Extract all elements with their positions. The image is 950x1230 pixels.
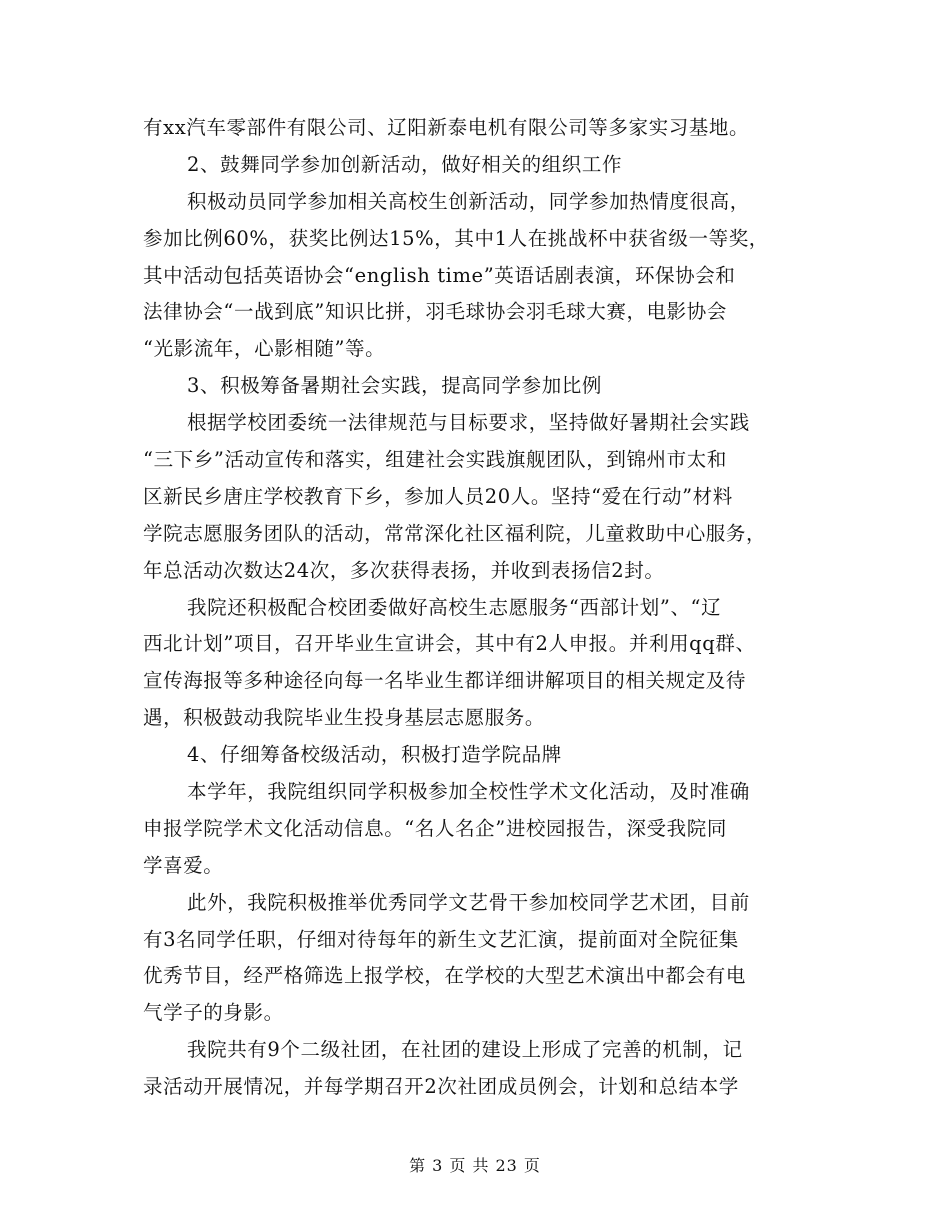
total-pages-number: 23 [495, 1156, 518, 1175]
footer-middle: 页 共 [449, 1156, 490, 1175]
page-footer [0, 1153, 950, 1176]
text-line: 宣传海报等多种途径向每一名毕业生都详细讲解项目的相关规定及待 [143, 669, 747, 693]
text-line: 学院志愿服务团队的活动，常常深化社区福利院，儿童救助中心服务， [143, 521, 767, 545]
text-line: 本学年，我院组织同学积极参加全校性学术文化活动，及时准确 [187, 780, 750, 804]
footer-prefix: 第 [409, 1156, 427, 1175]
text-line: 我院还积极配合校团委做好高校生志愿服务“西部计划”、“辽 [187, 595, 722, 619]
text-line: 根据学校团委统一法律规范与目标要求，坚持做好暑期社会实践 [187, 411, 750, 435]
text-line: 年总活动次数达24次，多次获得表扬，并收到表扬信2封。 [143, 558, 665, 582]
text-line: 遇，积极鼓动我院毕业生投身基层志愿服务。 [143, 706, 546, 730]
text-line: 申报学院学术文化活动信息。“名人名企”进校园报告，深受我院同 [143, 816, 727, 840]
text-line: 其中活动包括英语协会“english time”英语话剧表演，环保协会和 [143, 263, 736, 287]
text-line: 学喜爱。 [143, 853, 224, 877]
text-line: 优秀节目，经严格筛选上报学校，在学校的大型艺术演出中都会有电 [143, 964, 747, 988]
footer-suffix: 页 [523, 1156, 541, 1175]
text-line: 此外，我院积极推举优秀同学文艺骨干参加校同学艺术团，目前 [187, 890, 750, 914]
text-line: 积极动员同学参加相关高校生创新活动，同学参加热情度很高， [187, 189, 750, 213]
document-body [143, 110, 808, 1106]
current-page-number: 3 [432, 1156, 444, 1175]
text-line: 有xx汽车零部件有限公司、辽阳新泰电机有限公司等多家实习基地。 [143, 116, 750, 139]
text-line: 有3名同学任职，仔细对待每年的新生文艺汇演，提前面对全院征集 [143, 927, 739, 951]
text-line: 我院共有9个二级社团，在社团的建设上形成了完善的机制，记 [187, 1038, 743, 1062]
text-line: 4、仔细筹备校级活动，积极打造学院品牌 [187, 743, 562, 767]
text-line: 参加比例60%，获奖比例达15%，其中1人在挑战杯中获省级一等奖， [143, 226, 769, 250]
text-line: “光影流年，心影相随”等。 [143, 337, 386, 361]
text-line: 2、鼓舞同学参加创新活动，做好相关的组织工作 [187, 152, 623, 176]
text-line: 3、积极筹备暑期社会实践，提高同学参加比例 [187, 374, 603, 398]
text-line: 录活动开展情况，并每学期召开2次社团成员例会，计划和总结本学 [143, 1075, 739, 1099]
text-line: 区新民乡唐庄学校教育下乡，参加人员20人。坚持“爱在行动”材料 [143, 484, 733, 508]
text-line: 气学子的身影。 [143, 1001, 284, 1025]
text-line: 西北计划”项目，召开毕业生宣讲会，其中有2人申报。并利用qq群、 [143, 632, 756, 656]
text-line: “三下乡”活动宣传和落实，组建社会实践旗舰团队，到锦州市太和 [143, 448, 727, 472]
text-line: 法律协会“一战到底”知识比拼，羽毛球协会羽毛球大赛，电影协会 [143, 300, 727, 324]
